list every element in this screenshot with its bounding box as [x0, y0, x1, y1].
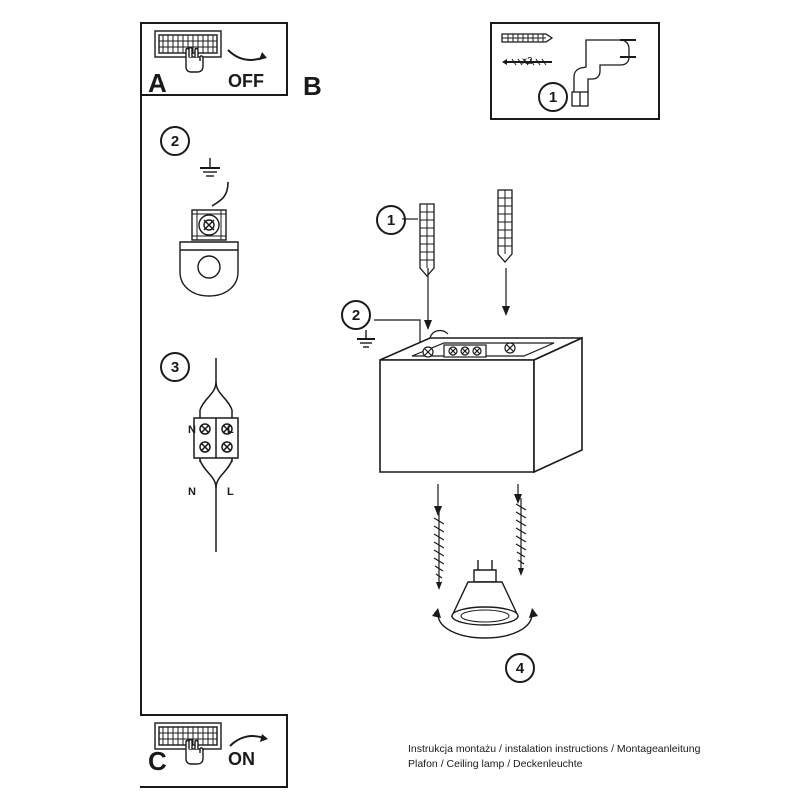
frame-line-a-left — [140, 22, 142, 96]
ceiling-lamp-cube — [378, 312, 588, 492]
step-number-main-1: 1 — [376, 205, 406, 235]
step-number-left-3: 3 — [160, 352, 190, 382]
frame-line-c-bottom — [140, 786, 288, 788]
frame-line-a-top — [140, 22, 288, 24]
wiring-label-l-bottom: L — [227, 486, 234, 498]
frame-line-a-right — [286, 22, 288, 96]
footer-line-1: Instrukcja montażu / instalation instructions / Montageanleitung — [408, 743, 701, 755]
gu10-bulb — [420, 552, 560, 652]
frame-line-tools-top — [490, 22, 660, 24]
panel-c-label: C — [148, 746, 167, 776]
frame-line-c-right — [286, 714, 288, 788]
diagram-earth-terminal — [166, 152, 276, 302]
section-b-label: B — [303, 71, 322, 101]
step-number-tools: 1 — [538, 82, 568, 112]
frame-line-tools-bottom — [490, 118, 660, 120]
panel-c-action-label: ON — [228, 749, 255, 769]
wiring-label-n-bottom: N — [188, 486, 196, 498]
wiring-label-l-top: L — [227, 424, 234, 436]
wall-plug — [502, 34, 552, 42]
frame-line-tools-left — [490, 22, 492, 120]
wiring-label-n-top: N — [188, 424, 196, 436]
tools-quantity-label: x2 — [522, 56, 533, 67]
step-number-left-2: 2 — [160, 126, 190, 156]
frame-line-c-top — [140, 714, 288, 716]
frame-line-left-column — [140, 94, 142, 716]
step-number-main-4: 4 — [505, 653, 535, 683]
panel-tools — [496, 26, 654, 116]
panel-a-action-label: OFF — [228, 71, 264, 91]
panel-a-label: A — [148, 68, 167, 98]
footer-line-2: Plafon / Ceiling lamp / Deckenleuchte — [408, 758, 583, 770]
wall-plug-right — [492, 186, 520, 266]
frame-line-tools-right — [658, 22, 660, 120]
drill — [572, 40, 636, 106]
diagram-wiring-block — [180, 356, 290, 566]
step-number-main-2: 2 — [341, 300, 371, 330]
